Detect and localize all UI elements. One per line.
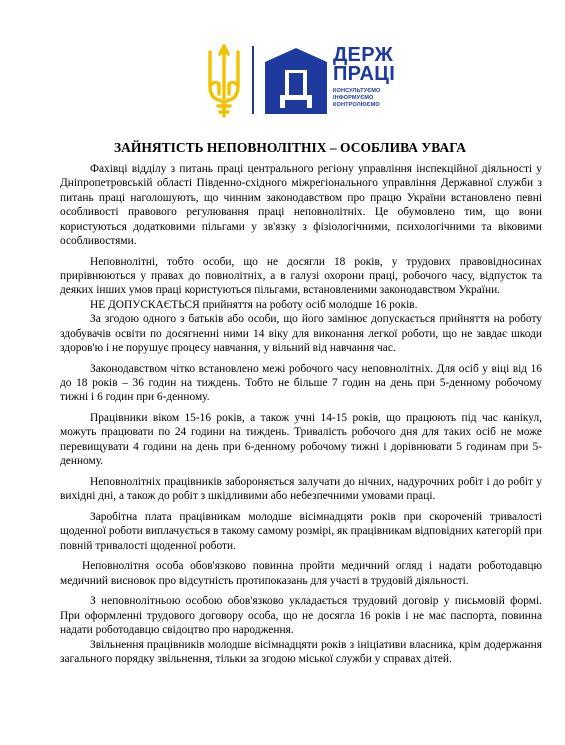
brand-line-2: ПРАЦІ	[333, 63, 396, 85]
trident-icon	[205, 40, 243, 120]
paragraph: НЕ ДОПУСКАЄТЬСЯ прийняття на роботу осіб молодше 16 років.	[90, 298, 418, 311]
brand-line-1: ДЕРЖ	[333, 44, 393, 66]
paragraph: Заробітна плата працівникам молодше вісімнадцяти років при скороченій тривалості щоденної роботи виплачується в такому самому розмірі, як працівникам відповідних категорій при повній тривалості щоденної роботи.	[60, 510, 542, 552]
paragraph: З неповнолітньою особою обов'язково укладається трудовий договір у письмовій формі. При оформленні трудового договору особа, що не досягла 16 років і не має паспорта, повинна надати роботодавцю свідоцтво про народження.	[60, 595, 542, 637]
article-body	[60, 162, 542, 666]
brand-text	[333, 46, 408, 109]
paragraph: Звільнення працівників молодше вісімнадцяти років з ініціативи власника, крім додержання загального порядку звільнення, тільки за згодою міської служби у справах дітей.	[60, 638, 542, 665]
house-d-icon	[263, 46, 329, 116]
brand-tag-1: КОНСУЛЬТУЄМО	[333, 88, 381, 94]
paragraph: За згодою одного з батьків або особи, що його замінює допускається прийняття на роботу здобувачів освіти по досягненні ними 14 віку для виконання легкої роботи, що не завдає шкоди здоров'ю і не порушує процесу навчання, у вільний від навчання час.	[60, 313, 542, 355]
paragraph: Працівники віком 15-16 років, а також учні 14-15 років, що працюють під час канікул, можуть працювати по 24 години на тиждень. Тривалість робочого дня для таких осіб не може перевищувати 4 години на день при 6-денному робочому тижні і дорівнювати 5 годинам при 5-денному.	[60, 412, 542, 468]
paragraph: Фахівці відділу з питань праці центрального регіону управління інспекційної діяльності у Дніпропетровській області Південно-східного міжрегіонального управління Державної служби з питань праці наголошують, що чинним законодавством про працю України встановлено певні особливості правового регулювання праці неповнолітніх. Це обумовлено тим, що вони користуються додатковими пільгами у зв'язку з фізіологічними, психологічними та віковими особливостями.	[60, 163, 542, 248]
logo-divider	[252, 46, 254, 114]
brand-tag-3: КОНТРОЛЮЄМО	[333, 102, 380, 108]
page-title: ЗАЙНЯТІСТЬ НЕПОВНОЛІТНІХ – ОСОБЛИВА УВАГА	[113, 140, 467, 155]
paragraph: Неповнолітніх працівників забороняється залучати до нічних, надурочних робіт і до робіт у вихідні дні, а також до робіт з шкідливими або небезпечними умовами праці.	[60, 475, 542, 503]
derzhpratsi-logo	[205, 40, 405, 120]
paragraph: Неповнолітні, тобто особи, що не досягли 18 років, у трудових правовідносинах прирівнюються у правах до повнолітніх, а в галузі охорони праці, робочого часу, відпусток та деяких інших умов праці користуються пільгами, встановленими законодавством України.	[60, 255, 542, 297]
paragraph: Законодавством чітко встановлено межі робочого часу неповнолітніх. Для осіб у віці від 16 до 18 років – 36 годин на тиждень. Тобто не більше 7 годин на день при 5-денному робочому тижні і 6 годин при 6-денному.	[60, 362, 542, 404]
paragraph: Неповнолітня особа обов'язково повинна пройти медичний огляд і надати роботодавцю медичний висновок про відсутність протипоказань для участі в трудовій діяльності.	[60, 560, 542, 587]
brand-tag-2: ІНФОРМУЄМО	[333, 95, 374, 101]
